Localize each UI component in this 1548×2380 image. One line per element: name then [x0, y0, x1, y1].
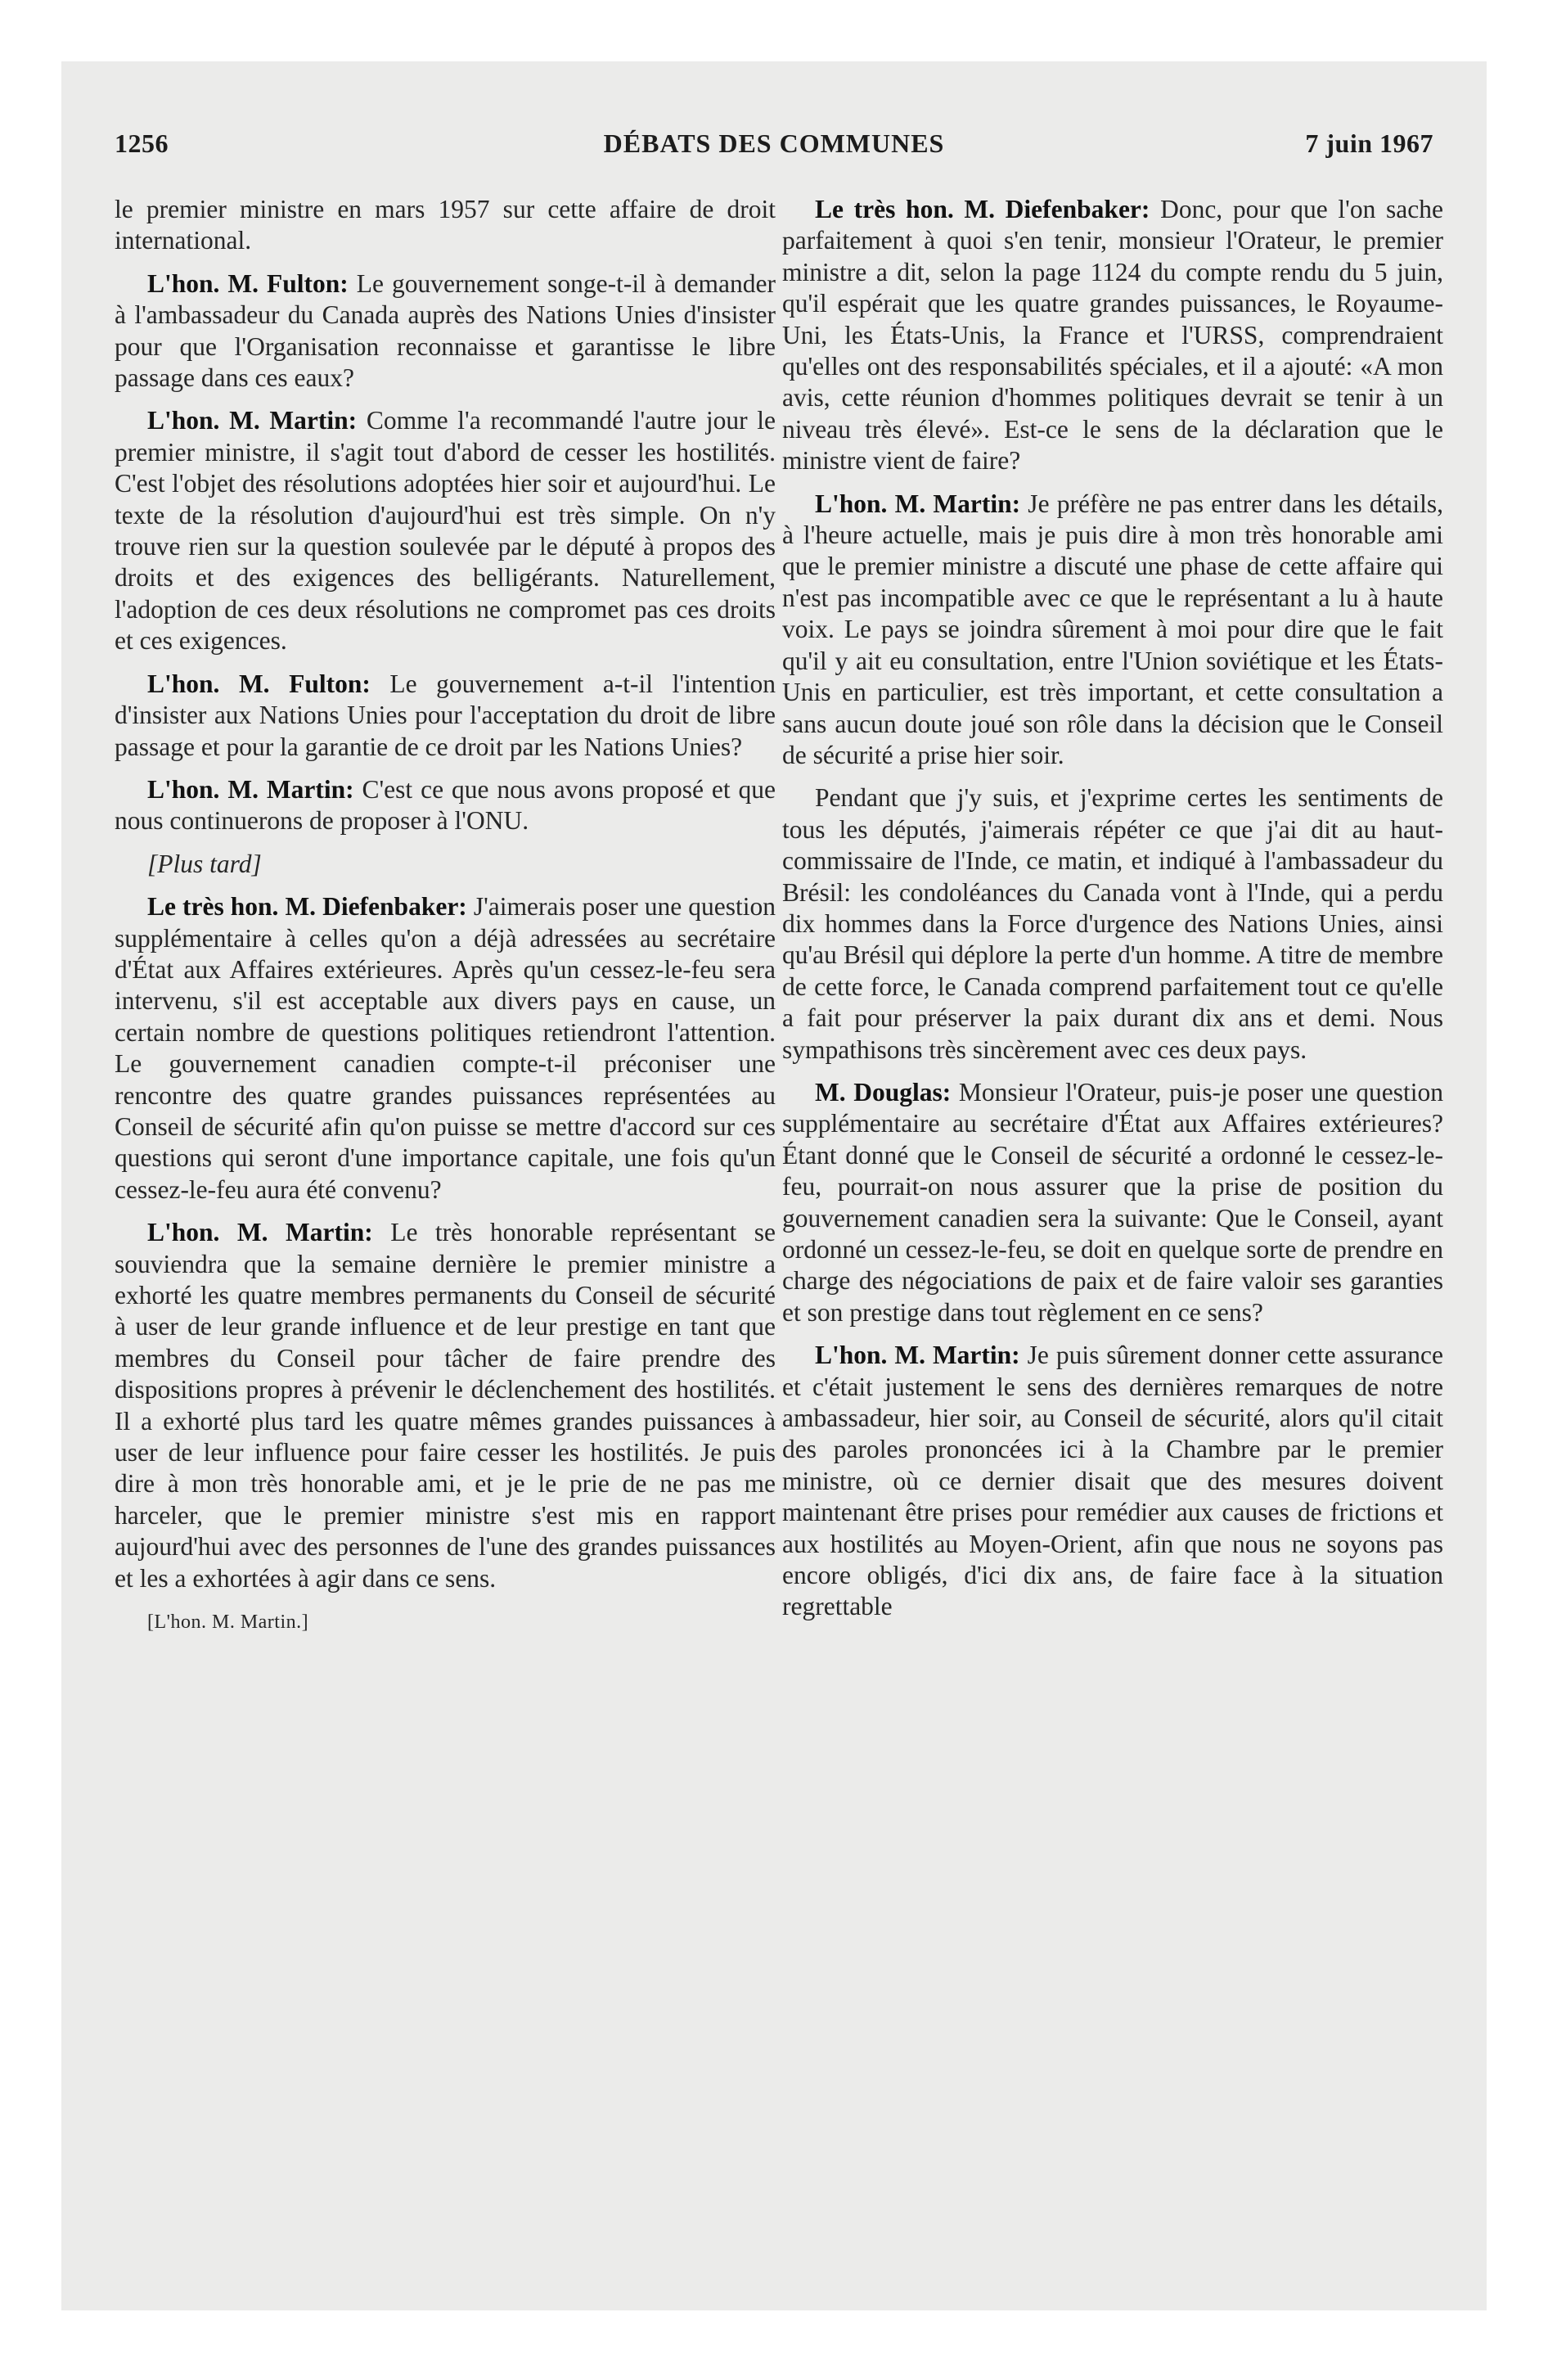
paragraph: [115, 891, 776, 1206]
paragraph: [115, 1217, 776, 1594]
speaker-name: L'hon. M. Fulton:: [147, 268, 349, 298]
speaker-signoff: [L'hon. M. Martin.]: [147, 1611, 309, 1634]
paragraph: [782, 1077, 1443, 1328]
speaker-name: L'hon. M. Martin:: [147, 406, 358, 435]
paragraph-text: Le très honorable représentant se souviendra que la semaine dernière le premier ministre a exhorté les quatre membres permanents du Conseil de sécurité à user de leur grande influence et de leur prestige en tant que membres du Conseil pour tâcher de faire prendre des dispositions propres à prévenir le déclenchement des hostilités. Il a exhorté plus tard les quatre mêmes grandes puissances à user de leur influence pour faire cesser les hostilités. Je puis dire à mon très honorable ami, et je le prie de ne pas me harceler, que le premier ministre s'est mis en rapport aujourd'hui avec des personnes de l'une des grandes puissances et les a exhortées à agir dans ce sens.: [115, 1218, 776, 1593]
paragraph: [782, 1340, 1443, 1623]
paragraph-text: Donc, pour que l'on sache parfaitement à quoi s'en tenir, monsieur l'Orateur, le premier ministre a dit, selon la page 1124 du compte rendu du 5 juin, qu'il espérait que les quatre grandes puissances, le Royaume-Uni, les États-Unis, la France et l'URSS, comprendraient qu'elles ont des responsabilités spéciales, et il a ajouté: «A mon avis, cette réunion d'hommes politiques devrait se tenir à un niveau très élevé». Est-ce le sens de la déclaration que le ministre vient de faire?: [782, 195, 1443, 476]
page-number: 1256: [115, 128, 169, 158]
speaker-name: L'hon. M. Martin:: [147, 1218, 373, 1247]
paragraph-text: Pendant que j'y suis, et j'exprime certes les sentiments de tous les députés, j'aimerais répéter ce que j'ai dit au haut-commissaire de l'Inde, ce matin, et indiqué à l'ambassadeur du Brésil: les condoléances du Canada vont à l'Inde, qui a perdu dix hommes dans la Force d'urgence des Nations Unies, ainsi qu'au Brésil qui déplore la perte d'un homme. A titre de membre de cette force, le Canada comprend parfaitement tout ce qu'elle a fait pour préserver la paix durant dix ans et demi. Nous sympathisons très sincèrement avec ces deux pays.: [782, 783, 1443, 1064]
paragraph: [115, 669, 776, 763]
speaker-name: L'hon. M. Martin:: [815, 489, 1021, 518]
paragraph: [115, 774, 776, 837]
paragraph: [115, 405, 776, 656]
paragraph: [782, 194, 1443, 477]
later-note: [Plus tard]: [147, 849, 262, 878]
paragraph: [782, 489, 1443, 772]
paragraph-text: Monsieur l'Orateur, puis-je poser une question supplémentaire au secrétaire d'État aux Affaires extérieures? Étant donné que le Conseil de sécurité a ordonné le cessez-le-feu, pourrait-on nous assurer que la prise de position du gouvernement canadien sera la suivante: Que le Conseil, ayant ordonné un cessez-le-feu, se doit en quelque sorte de prendre en charge des négociations de paix et de faire valoir ses garanties et son prestige dans tout règlement en ce sens?: [782, 1077, 1443, 1327]
speaker-name: M. Douglas:: [815, 1077, 952, 1107]
page-date: 7 juin 1967: [1305, 128, 1433, 158]
paragraph-text: Comme l'a recommandé l'autre jour le premier ministre, il s'agit tout d'abord de cesser les hostilités. C'est l'objet des résolutions adoptées hier soir et aujourd'hui. Le texte de la résolution d'aujourd'hui est très simple. On n'y trouve rien sur la question soulevée par le député à propos des droits et des exigences des belligérants. Naturellement, l'adoption de ces deux résolutions ne compromet pas ces droits et ces exigences.: [115, 406, 776, 656]
speaker-name: L'hon. M. Martin:: [815, 1341, 1020, 1370]
right-column: [782, 194, 1443, 1634]
paragraph: [115, 268, 776, 394]
paragraph-text: Le gouvernement a-t-il l'intention d'insister aux Nations Unies pour l'acceptation du droit de libre passage et pour la garantie de ce droit par les Nations Unies?: [115, 669, 776, 761]
paragraph-text: J'aimerais poser une question supplémentaire à celles qu'on a déjà adressées au secrétaire d'État aux Affaires extérieures. Après qu'un cessez-le-feu sera intervenu, s'il est acceptable aux divers pays en cause, un certain nombre de questions politiques retiendront l'attention. Le gouvernement canadien compte-t-il préconiser une rencontre des quatre grandes puissances représentées au Conseil de sécurité afin qu'on puisse se mettre d'accord sur ces questions qui seront d'une importance capitale, une fois qu'un cessez-le-feu aura été convenu?: [115, 892, 776, 1204]
paragraph-text: Je puis sûrement donner cette assurance et c'était justement le sens des dernières remarques de notre ambassadeur, hier soir, au Conseil de sécurité, alors qu'il citait des paroles prononcées ici à la Chambre par le premier ministre, où ce dernier disait que des mesures doivent maintenant être prises pour remédier aux causes de frictions et aux hostilités au Moyen-Orient, afin que nous ne soyons pas encore obligés, d'ici dix ans, de faire face à la situation regrettable: [782, 1341, 1443, 1621]
paragraph-text: Je préfère ne pas entrer dans les détails, à l'heure actuelle, mais je puis dire à mon très honorable ami que le premier ministre a discuté une phase de cette affaire qui n'est pas incompatible avec ce que le représentant a lu à haute voix. Le pays se joindra sûrement à moi pour dire que le fait qu'il y ait eu consultation, entre l'Union soviétique et les États-Unis en particulier, est très important, et cette consultation a sans aucun doute joué son rôle dans la décision que le Conseil de sécurité a prise hier soir.: [782, 489, 1443, 769]
paragraph: [115, 194, 776, 257]
speaker-name: Le très hon. M. Diefenbaker:: [815, 195, 1150, 223]
speaker-name: Le très hon. M. Diefenbaker:: [147, 892, 467, 922]
paragraph: [782, 782, 1443, 1066]
left-column: [115, 194, 776, 1647]
publication-title: DÉBATS DES COMMUNES: [603, 128, 945, 158]
paragraph-text: Le gouvernement songe-t-il à demander à l'ambassadeur du Canada auprès des Nations Unies d'insister pour que l'Organisation reconnaisse et garantisse le libre passage dans ces eaux?: [115, 268, 776, 393]
paragraph-text: le premier ministre en mars 1957 sur cette affaire de droit international.: [115, 195, 776, 255]
speaker-name: L'hon. M. Martin:: [147, 774, 354, 804]
page-header: [115, 128, 1433, 165]
paragraph-text: C'est ce que nous avons proposé et que nous continuerons de proposer à l'ONU.: [115, 774, 776, 836]
speaker-name: L'hon. M. Fulton:: [147, 669, 371, 698]
scanned-page: [61, 61, 1487, 2310]
